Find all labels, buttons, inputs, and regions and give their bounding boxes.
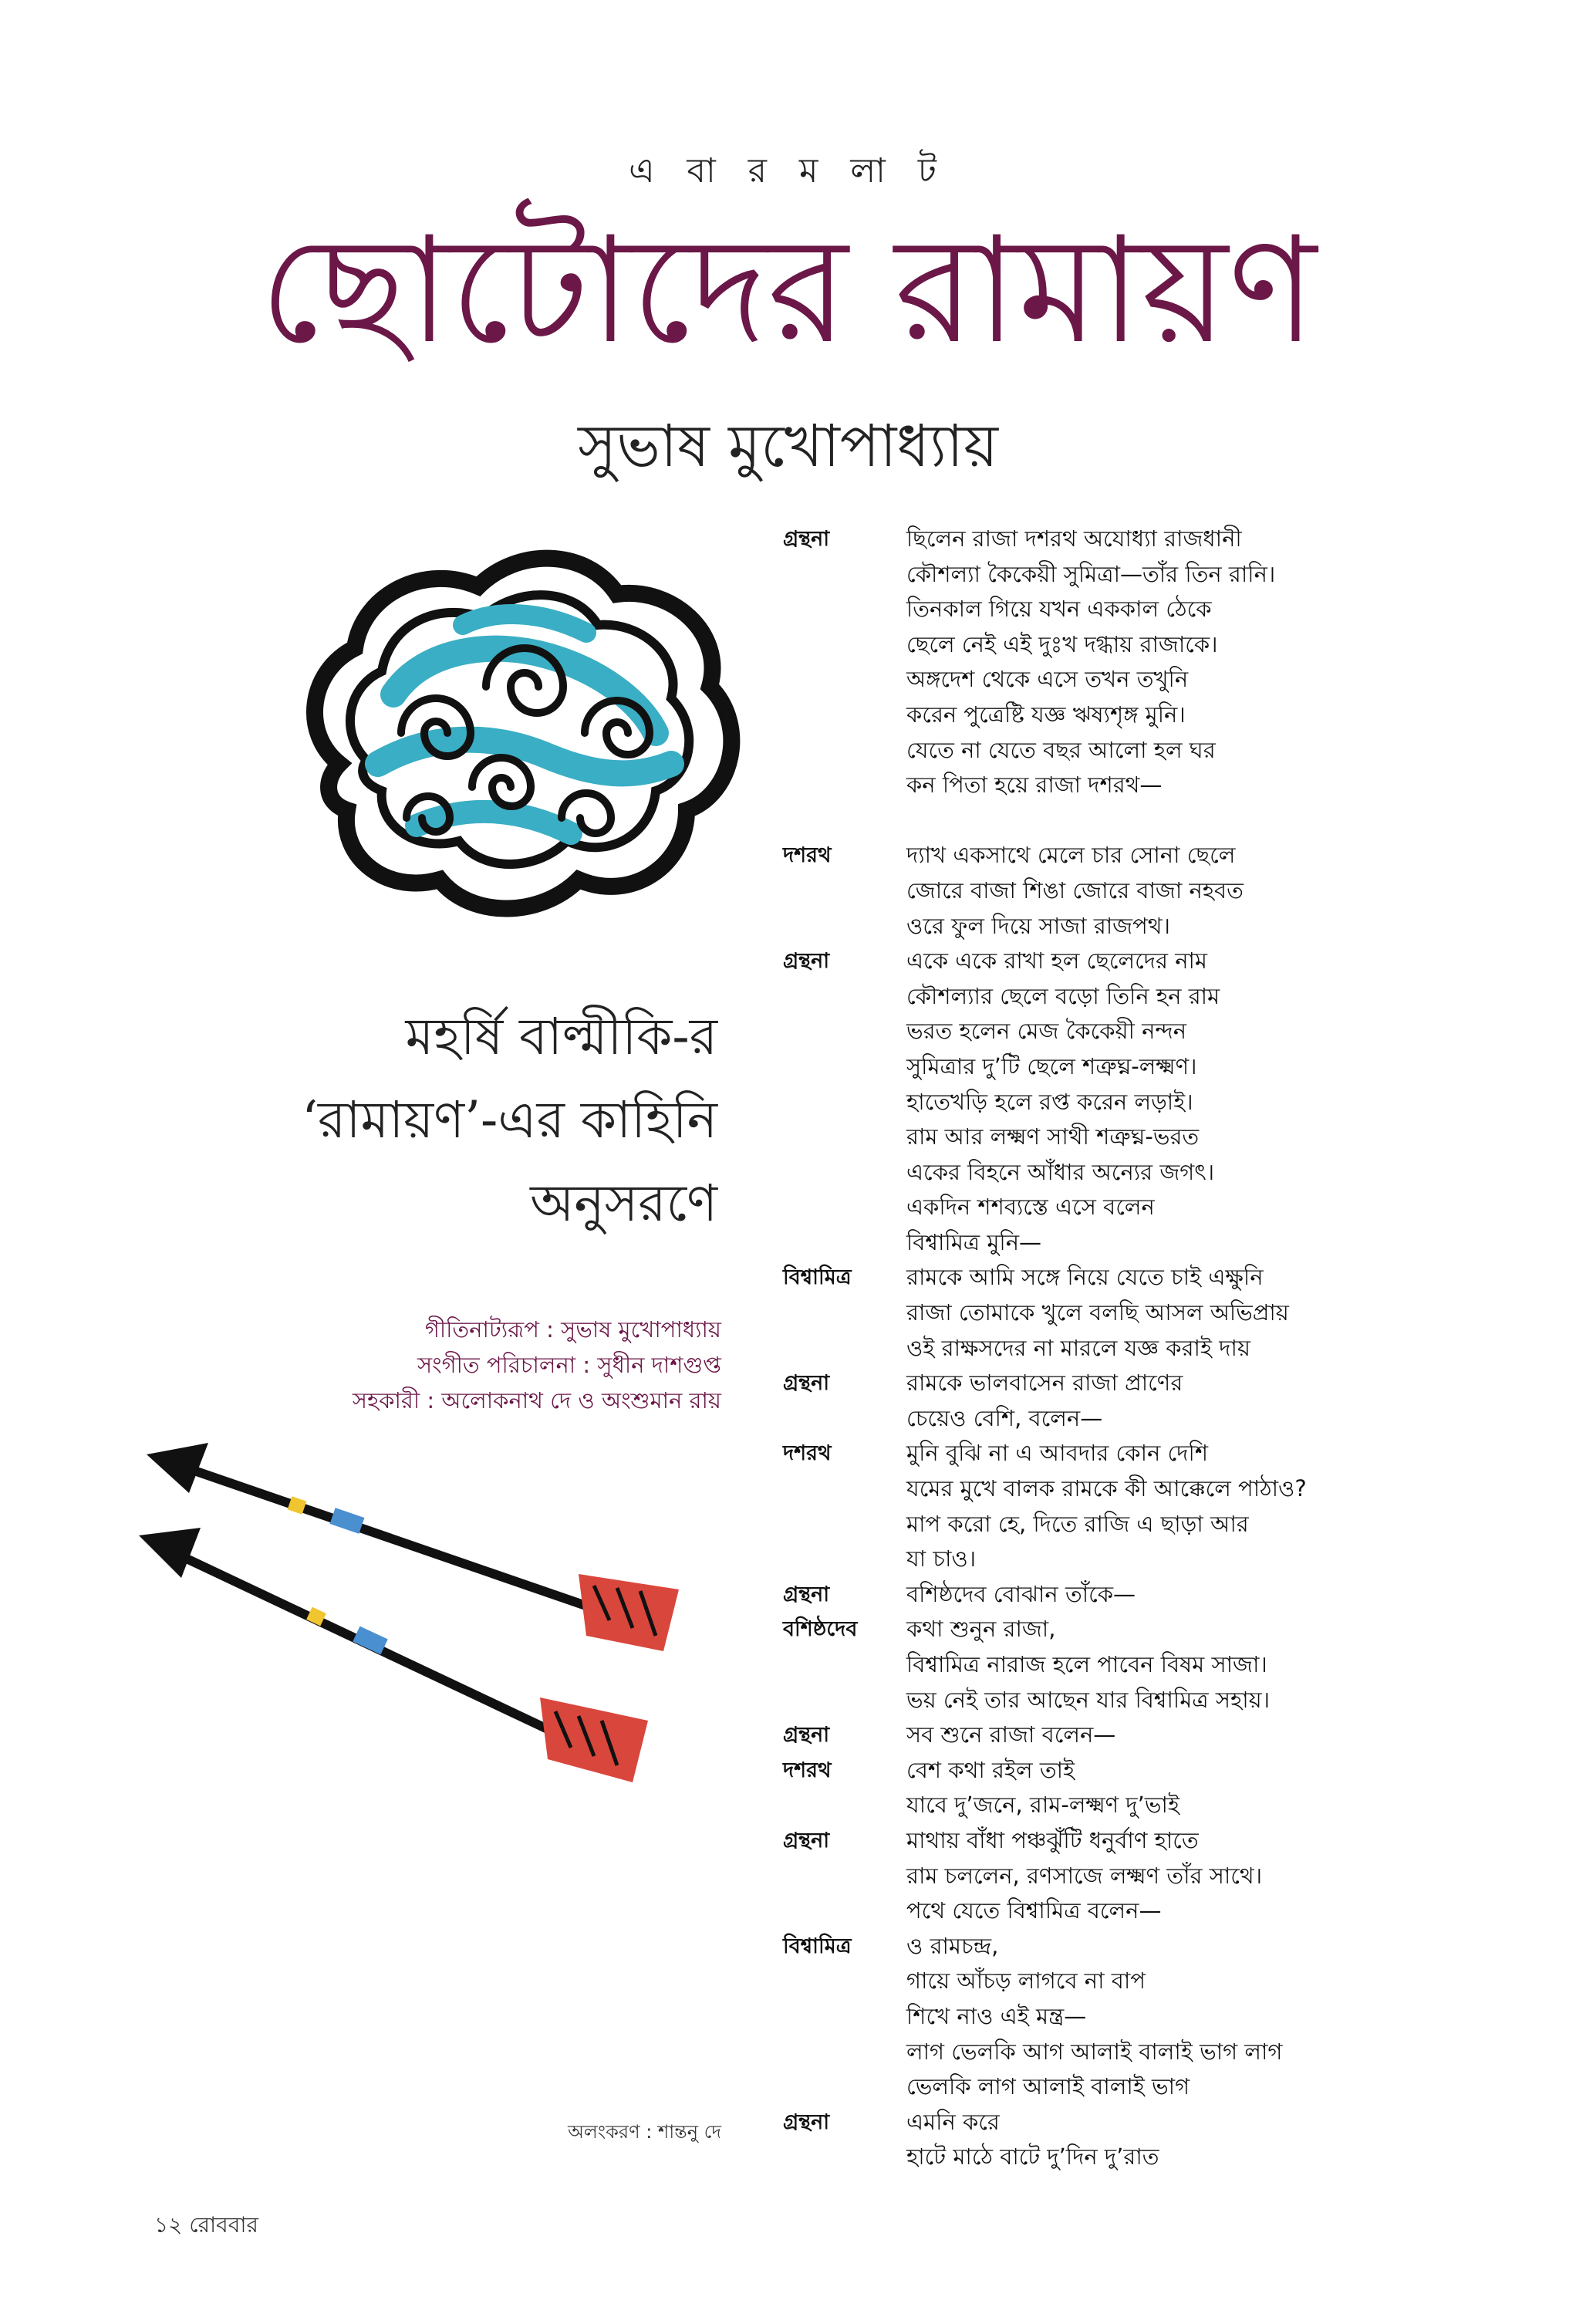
subtitle-line: অনুসরণে [530,1174,717,1233]
credit-row [154,1383,721,1418]
dialogue-line: শিখে নাও এই মন্ত্র— [906,2002,1087,2029]
speaker-name: গ্রন্থনা [783,1582,830,1606]
dialogue-line: হাটে মাঠে বাটে দু’দিন দু’রাত [906,2143,1159,2170]
dialogue-line: রামকে ভালবাসেন রাজা প্রাণের [906,1370,1183,1397]
speaker-name: দশরথ [783,843,832,868]
script-block [783,1753,1369,1823]
dialogue-line: গায়ে আঁচড় লাগবে না বাপ [906,1968,1146,1995]
dialogue-line: মাপ করো হে, দিতে রাজি এ ছাড়া আর [906,1510,1249,1537]
credit-label: গীতিনাট্যরূপ : [424,1316,562,1343]
dialogue-line: ছিলেন রাজা দশরথ অযোধ্যা রাজধানী [906,525,1242,552]
script-block [783,522,1369,803]
credit-label: সহকারী : [352,1387,442,1414]
script-block [783,1436,1369,1576]
credit-value: সুভাষ মুখোপাধ্যায় [561,1316,721,1343]
dialogue-lines [906,1260,1369,1366]
block-spacer [783,803,1369,839]
speaker-name: গ্রন্থনা [783,1723,830,1748]
dialogue-line: ও রামচন্দ্র, [906,1932,999,1959]
dialogue-line: পথে যেতে বিশ্বামিত্র বলেন— [906,1897,1162,1924]
dialogue-lines [906,1612,1369,1718]
speaker-name: দশরথ [783,1758,832,1782]
script-block [783,1718,1369,1753]
credit-row [154,1312,721,1347]
script-block [783,1366,1369,1436]
dialogue-lines [906,2105,1369,2175]
script-block [783,838,1369,944]
dialogue-line: ভয় নেই তার আছেন যার বিশ্বামিত্র সহায়। [906,1686,1271,1713]
dialogue-line: রামকে আমি সঙ্গে নিয়ে যেতে চাই এক্ষুনি [906,1264,1264,1291]
script-block [783,944,1369,1260]
swirl-illustration [293,532,748,926]
subtitle [154,995,717,1245]
dialogue-line: চেয়েও বেশি, বলেন— [906,1404,1103,1431]
speaker-name: গ্রন্থনা [783,1828,830,1853]
credits [154,1312,721,1418]
dialogue-lines [906,838,1369,944]
page-title: ছোটোদের রামায়ণ [259,205,1317,376]
dialogue-line: মাথায় বাঁধা পঞ্চঝুঁটি ধনুর্বাণ হাতে [906,1826,1199,1853]
credit-row [154,1347,721,1383]
arrows-illustration [123,1420,741,1805]
dialogue-line: রাজা তোমাকে খুলে বলছি আসল অভিপ্রায় [906,1299,1289,1326]
page-footer: ১২ রোববার [154,2212,258,2238]
script-block [783,2105,1369,2175]
dialogue-line: কন পিতা হয়ে রাজা দশরথ— [906,772,1163,799]
arrow-lower [139,1528,648,1782]
dialogue-line: করেন পুত্রেষ্টি যজ্ঞ ঋষ্যশৃঙ্গ মুনি। [906,701,1186,728]
speaker-name: বশিষ্ঠদেব [783,1617,858,1642]
dialogue-line: ওরে ফুল দিয়ে সাজা রাজপথ। [906,912,1170,939]
speaker-name: গ্রন্থনা [783,527,830,551]
dialogue-line: মুনি বুঝি না এ আবদার কোন দেশি [906,1440,1208,1467]
dialogue-line: একে একে রাখা হল ছেলেদের নাম [906,948,1208,975]
dialogue-line: বেশ কথা রইল তাই [906,1756,1075,1783]
dialogue-lines [906,944,1369,1260]
arrow-upper [147,1443,679,1651]
credit-label: সংগীত পরিচালনা : [417,1352,598,1378]
dialogue-lines [906,1366,1369,1436]
dialogue-lines [906,1436,1369,1576]
dialogue-line: ভেলকি লাগ আলাই বালাই ভাগ [906,2073,1190,2100]
dialogue-line: কৌশল্যা কৈকেয়ী সুমিত্রা—তাঁর তিন রানি। [906,560,1276,587]
dialogue-lines [906,1753,1369,1823]
dialogue-line: যেতে না যেতে বছর আলো হল ঘর [906,736,1216,763]
script-block [783,1260,1369,1366]
speaker-name: গ্রন্থনা [783,2110,830,2134]
speaker-name: বিশ্বামিত্র [783,1265,852,1290]
credit-value: সুধীন দাশগুপ্ত [597,1352,721,1378]
credit-value: অলোকনাথ দে ও অংশুমান রায় [441,1387,721,1414]
speaker-name: দশরথ [783,1441,832,1466]
author: সুভাষ মুখোপাধ্যায় [578,411,998,480]
dialogue-line: লাগ ভেলকি আগ আলাই বালাই ভাগ লাগ [906,2038,1283,2065]
dialogue-line: কথা শুনুন রাজা, [906,1616,1056,1643]
script-block [783,1612,1369,1718]
dialogue-line: যাবে দু’জনে, রাম-লক্ষ্মণ দু’ভাই [906,1792,1179,1819]
dialogue-lines [906,1718,1369,1753]
dialogue-line: হাতেখড়ি হলে রপ্ত করেন লড়াই। [906,1088,1193,1115]
dialogue-line: ভরত হলেন মেজ কৈকেয়ী নন্দন [906,1018,1187,1045]
dialogue-lines [906,1577,1369,1613]
dialogue-line: যমের মুখে বালক রামকে কী আক্কেলে পাঠাও? [906,1475,1307,1502]
dialogue-line: একদিন শশব্যস্তে এসে বলেন [906,1194,1155,1221]
dialogue-lines [906,1823,1369,1929]
dialogue-line: একের বিহনে আঁধার অন্যের জগৎ। [906,1158,1215,1185]
dialogue-line: বিশ্বামিত্র মুনি— [906,1228,1042,1255]
speaker-name: গ্রন্থনা [783,1371,830,1396]
dialogue-line: রাম চললেন, রণসাজে লক্ষ্মণ তাঁর সাথে। [906,1862,1263,1889]
dialogue-line: সুমিত্রার দু’টি ছেলে শত্রুঘ্ন-লক্ষ্মণ। [906,1052,1197,1079]
dialogue-line: সব শুনে রাজা বলেন— [906,1721,1116,1748]
speaker-name: গ্রন্থনা [783,949,830,974]
dialogue-line: এমনি করে [906,2108,1000,2135]
dialogue-line: বিশ্বামিত্র নারাজ হলে পাবেন বিষম সাজা। [906,1651,1267,1677]
dialogue-line: দ্যাখ একসাথে মেলে চার সোনা ছেলে [906,842,1236,869]
dialogue-line: কৌশল্যার ছেলে বড়ো তিনি হন রাম [906,982,1220,1009]
dialogue-line: রাম আর লক্ষ্মণ সাথী শত্রুঘ্ন-ভরত [906,1123,1200,1150]
kicker: এ বা র ম লা ট [629,151,947,191]
dialogue-line: ছেলে নেই এই দুঃখ দগ্ধায় রাজাকে। [906,630,1218,657]
script-block [783,1577,1369,1613]
dialogue-line: ওই রাক্ষসদের না মারলে যজ্ঞ করাই দায় [906,1334,1250,1361]
script-block [783,1823,1369,1929]
dialogue-lines [906,1929,1369,2105]
illustration-credit: অলংকরণ : শান্তনু দে [568,2121,721,2143]
play-script [783,522,1369,2175]
dialogue-line: জোরে বাজা শিঙা জোরে বাজা নহবত [906,877,1244,904]
dialogue-line: অঙ্গদেশ থেকে এসে তখন তখুনি [906,666,1189,693]
dialogue-line: যা চাও। [906,1545,977,1572]
subtitle-line: মহর্ষি বাল্মীকি-র [405,1007,717,1066]
speaker-name: বিশ্বামিত্র [783,1934,852,1958]
dialogue-lines [906,522,1369,803]
dialogue-line: বশিষ্ঠদেব বোঝান তাঁকে— [906,1580,1136,1607]
swirl-cloud [315,559,731,909]
dialogue-line: তিনকাল গিয়ে যখন এককাল ঠেকে [906,596,1212,623]
script-block [783,1929,1369,2105]
subtitle-line: ‘রামায়ণ’-এর কাহিনি [302,1090,717,1150]
